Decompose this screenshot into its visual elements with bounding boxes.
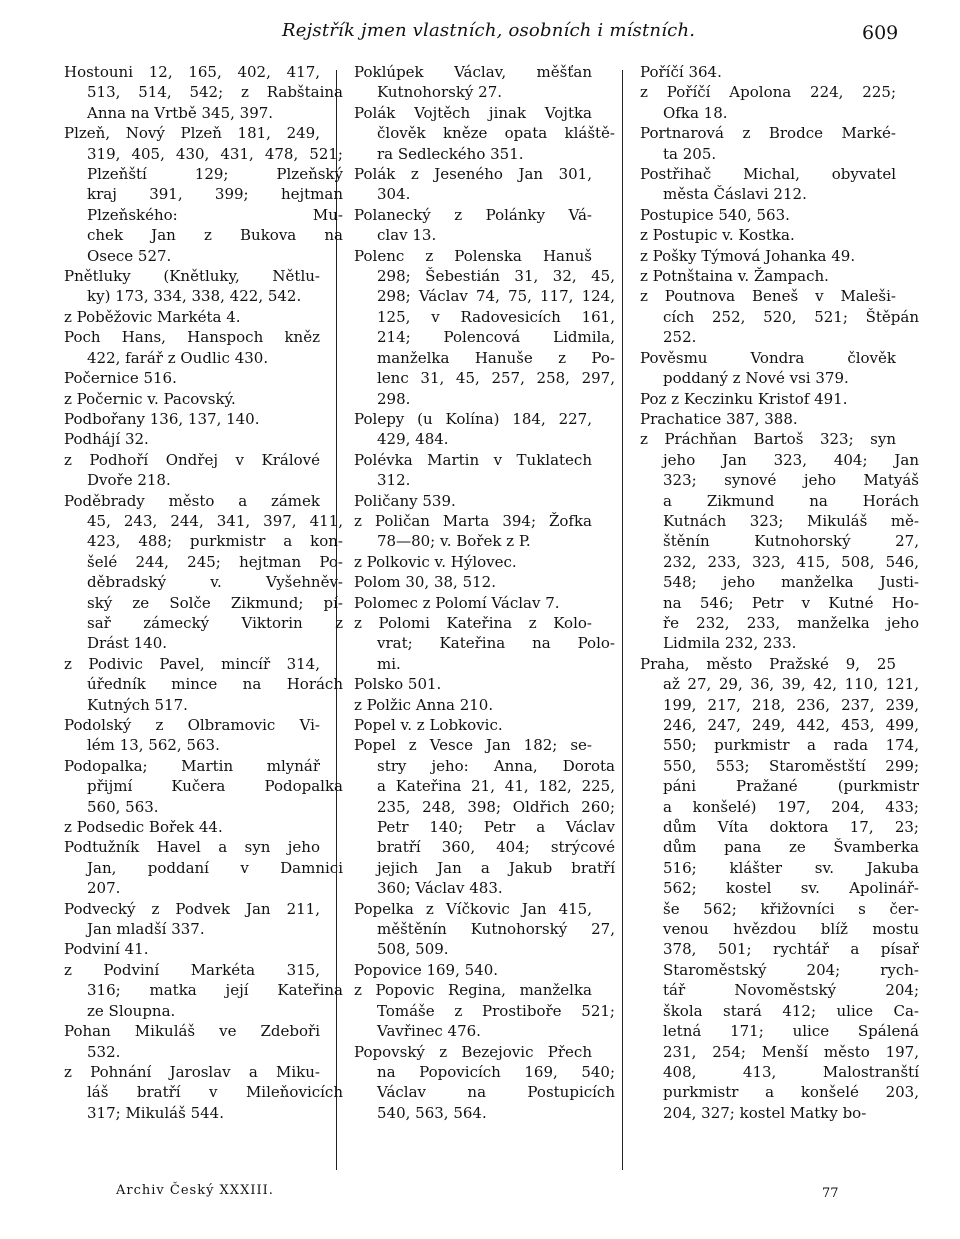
entry-line: še 562; křižovníci s čer- (663, 899, 919, 918)
index-entry (64, 450, 320, 491)
index-entry (640, 266, 896, 286)
index-entry (354, 103, 615, 164)
entry-line: dům Víta doktora 17, 23; (663, 818, 919, 837)
entry-line: Kutných 517. (87, 695, 188, 714)
entry-line: Poříčí 364. (640, 63, 722, 81)
index-entry (64, 266, 320, 307)
index-entry (354, 980, 615, 1041)
entry-line: 45, 243, 244, 341, 397, 411, (87, 511, 343, 530)
index-entry (64, 1021, 320, 1062)
entry-line: Pnětluky (Knětluky, Nětlu- (64, 267, 320, 286)
index-entry (354, 572, 592, 592)
index-entry (64, 123, 343, 266)
entry-line: z Počernic v. Pacovský. (64, 389, 236, 408)
index-entry (64, 899, 320, 940)
entry-line: Poch Hans, Hanspoch kněz (64, 328, 320, 347)
entry-line: ze Sloupna. (87, 1001, 176, 1020)
entry-line: škola stará 412; ulice Ca- (663, 1001, 919, 1020)
entry-line: kraj 391, 399; hejtman (87, 185, 343, 204)
entry-line: a konšelé) 197, 204, 433; (663, 797, 919, 816)
entry-line: Podhájí 32. (64, 430, 149, 449)
entry-line: 312. (377, 471, 411, 490)
entry-line: 423, 488; purkmistr a kon- (87, 532, 343, 551)
entry-line: 317; Mikuláš 544. (87, 1103, 224, 1122)
entry-line: 429, 484. (377, 430, 449, 449)
entry-line: Podviní 41. (64, 940, 149, 959)
entry-line: města Čáslavi 212. (663, 185, 807, 204)
entry-line: sař zámecký Viktorin z (87, 613, 343, 632)
index-entry (354, 205, 592, 246)
entry-line: mi. (377, 654, 401, 673)
entry-line: Popel v. z Lobkovic. (354, 716, 503, 734)
entry-line: Plzeňského: Mu- (87, 205, 343, 224)
index-entry (64, 307, 320, 327)
entry-line: Podtužník Havel a syn jeho (64, 838, 320, 857)
index-entry (354, 491, 592, 511)
entry-line: ře 232, 233, manželka jeho (663, 613, 919, 632)
entry-line: páni Pražané (purkmistr (663, 777, 919, 796)
index-entry (64, 654, 343, 715)
entry-line: Pověsmu Vondra člověk (640, 348, 896, 367)
entry-line: 252. (663, 328, 697, 347)
index-entry (640, 654, 919, 1123)
entry-line: 422, farář z Oudlic 430. (87, 348, 269, 367)
entry-line: Pohan Mikuláš ve Zdeboři (64, 1022, 320, 1041)
entry-line: 513, 514, 542; z Rabštaina (87, 83, 343, 102)
entry-line: šelé 244, 245; hejtman Po- (87, 552, 343, 571)
entry-line: z Postupic v. Kostka. (640, 226, 795, 245)
entry-line: přijmí Kučera Podopalka (87, 777, 343, 796)
entry-line: 298; Šebestián 31, 32, 45, (377, 267, 615, 286)
entry-line: Portnarová z Brodce Marké- (640, 124, 896, 143)
entry-line: venou hvězdou blíž mostu (663, 920, 919, 939)
entry-line: 235, 248, 398; Oldřich 260; (377, 797, 615, 816)
entry-line: dům pana ze Švamberka (663, 838, 919, 857)
entry-line: 232, 233, 323, 415, 508, 546, (663, 552, 919, 571)
index-entry (64, 960, 343, 1021)
index-entry (640, 389, 896, 409)
index-entry (354, 62, 592, 103)
entry-line: 199, 217, 218, 236, 237, 239, (663, 695, 919, 714)
entry-line: 560, 563. (87, 797, 159, 816)
index-entry (640, 225, 896, 245)
entry-line: Počernice 516. (64, 369, 177, 388)
entry-line: Hostouni 12, 165, 402, 417, (64, 63, 320, 81)
running-title: Rejstřík jmen vlastních, osobních i místních. (282, 20, 696, 41)
index-entry (64, 429, 320, 449)
entry-line: jeho Jan 323, 404; Jan (663, 450, 919, 469)
index-entry (64, 389, 320, 409)
entry-line: lém 13, 562, 563. (87, 736, 220, 755)
index-entry (354, 409, 592, 450)
entry-line: 508, 509. (377, 940, 449, 959)
entry-line: 378, 501; rychtář a písař (663, 940, 919, 959)
entry-line: Jan mladší 337. (87, 920, 205, 939)
entry-line: z Poříčí Apolona 224, 225; (640, 83, 896, 102)
entry-line: lenc 31, 45, 257, 258, 297, (377, 369, 615, 388)
entry-line: a Zikmund na Horách (663, 491, 919, 510)
entry-line: Postřihač Michal, obyvatel (640, 165, 896, 184)
entry-line: z Potnštaina v. Žampach. (640, 267, 829, 286)
entry-line: z Poličan Marta 394; Žofka (354, 511, 592, 530)
entry-line: z Popovic Regina, manželka (354, 981, 592, 1000)
index-entry (64, 837, 343, 898)
entry-line: 516; klášter sv. Jakuba (663, 858, 919, 877)
entry-line: Anna na Vrtbě 345, 397. (87, 103, 274, 122)
entry-line: Popel z Vesce Jan 182; se- (354, 736, 592, 755)
entry-line: z Podivic Pavel, mincíř 314, (64, 654, 320, 673)
index-entry (640, 286, 919, 347)
entry-line: Polomec z Polomí Václav 7. (354, 593, 560, 612)
index-entry (640, 246, 896, 266)
entry-line: Polanecký z Polánky Vá- (354, 205, 592, 224)
entry-line: 298; Václav 74, 75, 117, 124, (377, 287, 615, 306)
index-entry (64, 62, 343, 123)
entry-line: Poklúpek Václav, měšťan (354, 63, 592, 81)
entry-line: 540, 563, 564. (377, 1103, 487, 1122)
entry-line: Polák Vojtěch jinak Vojtka (354, 103, 592, 122)
index-entry (64, 939, 320, 959)
entry-line: 408, 413, Malostranští (663, 1062, 919, 1081)
column-divider (622, 70, 623, 1170)
index-entry (354, 715, 592, 735)
entry-line: Tomáše z Prostiboře 521; (377, 1001, 615, 1020)
entry-line: Dvoře 218. (87, 471, 171, 490)
entry-line: bratří 360, 404; strýcové (377, 838, 615, 857)
entry-line: 532. (87, 1042, 121, 1061)
index-entry (354, 960, 592, 980)
entry-line: Polsko 501. (354, 675, 442, 694)
entry-line: Petr 140; Petr a Václav (377, 818, 615, 837)
entry-line: 125, v Radovesicích 161, (377, 307, 615, 326)
entry-line: 207. (87, 879, 121, 898)
entry-line: Vavřinec 476. (377, 1022, 481, 1041)
entry-line: z Práchňan Bartoš 323; syn (640, 430, 896, 449)
entry-line: ta 205. (663, 144, 717, 163)
entry-line: z Pošky Týmová Johanka 49. (640, 246, 856, 265)
entry-line: 550; purkmistr a rada 174, (663, 736, 919, 755)
index-entry (640, 348, 896, 389)
entry-line: Prachatice 387, 388. (640, 409, 798, 428)
entry-line: Ofka 18. (663, 103, 728, 122)
entry-line: Podbořany 136, 137, 140. (64, 409, 260, 428)
entry-line: Polom 30, 38, 512. (354, 573, 496, 592)
index-entry (354, 695, 592, 715)
entry-line: Polepy (u Kolína) 184, 227, (354, 409, 592, 428)
entry-line: Popovice 169, 540. (354, 960, 499, 979)
entry-line: z Podhoří Ondřej v Králové (64, 450, 320, 469)
entry-line: Postupice 540, 563. (640, 205, 790, 224)
entry-line: Popelka z Víčkovic Jan 415, (354, 899, 592, 918)
entry-line: z Podsedic Bořek 44. (64, 818, 223, 837)
index-entry (354, 1042, 615, 1124)
entry-line: manželka Hanuše z Po- (377, 348, 615, 367)
entry-line: 204, 327; kostel Matky bo- (663, 1103, 867, 1122)
index-column-1 (64, 62, 343, 1123)
index-entry (64, 368, 320, 388)
entry-line: až 27, 29, 36, 39, 42, 110, 121, (663, 675, 919, 694)
entry-line: 323; synové jeho Matyáš (663, 471, 919, 490)
entry-line: úředník mince na Horách (87, 675, 343, 694)
index-column-2 (354, 62, 615, 1123)
index-entry (354, 593, 592, 613)
entry-line: purkmistr a konšelé 203, (663, 1083, 919, 1102)
entry-line: cích 252, 520, 521; Štěpán (663, 307, 919, 326)
entry-line: 304. (377, 185, 411, 204)
entry-line: Podopalka; Martin mlynář (64, 756, 320, 775)
entry-line: ra Sedleckého 351. (377, 144, 524, 163)
entry-line: děbradský v. Vyšehněv- (87, 573, 343, 592)
entry-line: a Kateřina 21, 41, 182, 225, (377, 777, 615, 796)
footer-sheet-number: 77 (822, 1186, 839, 1201)
entry-line: štěnín Kutnohorský 27, (663, 532, 919, 551)
index-entry (354, 511, 592, 552)
index-entry (64, 409, 320, 429)
entry-line: Staroměstský 204; rych- (663, 960, 919, 979)
entry-line: 562; kostel sv. Apolinář- (663, 879, 919, 898)
index-entry (640, 164, 896, 205)
entry-line: Podolský z Olbramovic Vi- (64, 716, 320, 734)
page-header (0, 18, 960, 52)
index-entry (354, 450, 592, 491)
entry-line: Polévka Martin v Tuklatech (354, 450, 592, 469)
index-entry (640, 205, 896, 225)
entry-line: 316; matka její Kateřina (87, 981, 343, 1000)
entry-line: Poličany 539. (354, 491, 456, 510)
entry-line: jejich Jan a Jakub bratří (377, 858, 615, 877)
entry-line: Drást 140. (87, 634, 168, 653)
index-entry (640, 429, 919, 653)
entry-line: 78—80; v. Bořek z P. (377, 532, 531, 551)
entry-line: měštěnín Kutnohorský 27, (377, 920, 615, 939)
page-number: 609 (862, 22, 899, 44)
index-entry (354, 674, 592, 694)
index-entry (640, 123, 896, 164)
entry-line: 231, 254; Menší město 197, (663, 1042, 919, 1061)
index-column-3 (640, 62, 919, 1123)
entry-line: láš bratří v Mileňovicích (87, 1083, 343, 1102)
index-entry (64, 756, 343, 817)
entry-line: ky) 173, 334, 338, 422, 542. (87, 287, 302, 306)
entry-line: z Polomi Kateřina z Kolo- (354, 613, 592, 632)
footer-signature: Archiv Český XXXIII. (116, 1183, 274, 1198)
entry-line: z Poutnova Beneš v Maleši- (640, 287, 896, 306)
entry-line: 360; Václav 483. (377, 879, 503, 898)
index-entry (640, 82, 896, 123)
entry-line: Popovský z Bezejovic Přech (354, 1042, 592, 1061)
entry-line: Polák z Jeseného Jan 301, (354, 165, 592, 184)
index-entry (64, 327, 320, 368)
entry-line: letná 171; ulice Spálená (663, 1022, 919, 1041)
entry-line: Poděbrady město a zámek (64, 491, 320, 510)
entry-line: z Polkovic v. Hýlovec. (354, 552, 517, 571)
entry-line: Praha, město Pražské 9, 25 (640, 654, 896, 673)
entry-line: 319, 405, 430, 431, 478, 521; (87, 144, 343, 163)
entry-line: člověk kněze opata kláště- (377, 124, 615, 143)
entry-line: poddaný z Nové vsi 379. (663, 369, 849, 388)
entry-line: Plzeň, Nový Plzeň 181, 249, (64, 124, 320, 143)
entry-line: 548; jeho manželka Justi- (663, 573, 919, 592)
index-entry (354, 246, 615, 409)
entry-line: 298. (377, 389, 411, 408)
index-entry (640, 62, 896, 82)
entry-line: Kutnách 323; Mikuláš mě- (663, 511, 919, 530)
index-entry (64, 715, 320, 756)
index-entry (64, 1062, 343, 1123)
entry-line: na 546; Petr v Kutné Ho- (663, 593, 919, 612)
entry-line: Podvecký z Podvek Jan 211, (64, 899, 320, 918)
entry-line: Kutnohorský 27. (377, 83, 503, 102)
index-entry (354, 899, 615, 960)
entry-line: ský ze Solče Zikmund; pí- (87, 593, 343, 612)
entry-line: Jan, poddaní v Damnici (87, 858, 343, 877)
index-entry (354, 164, 592, 205)
entry-line: chek Jan z Bukova na (87, 226, 343, 245)
index-entry (354, 613, 615, 674)
entry-line: 550, 553; Staroměstští 299; (663, 756, 919, 775)
entry-line: Poz z Keczinku Kristof 491. (640, 389, 848, 408)
entry-line: 214; Polencová Lidmila, (377, 328, 615, 347)
entry-line: Lidmila 232, 233. (663, 634, 797, 653)
entry-line: z Podviní Markéta 315, (64, 960, 320, 979)
entry-line: stry jeho: Anna, Dorota (377, 756, 615, 775)
entry-line: vrat; Kateřina na Polo- (377, 634, 615, 653)
entry-line: 246, 247, 249, 442, 453, 499, (663, 716, 919, 734)
index-entry (64, 491, 343, 654)
entry-line: clav 13. (377, 226, 437, 245)
entry-line: Plzeňští 129; Plzeňský (87, 165, 343, 184)
index-entry (354, 735, 615, 898)
entry-line: z Polžic Anna 210. (354, 695, 494, 714)
entry-line: na Popovicích 169, 540; (377, 1062, 615, 1081)
entry-line: z Poběžovic Markéta 4. (64, 307, 241, 326)
index-entry (64, 817, 320, 837)
index-entry (354, 552, 592, 572)
entry-line: Polenc z Polenska Hanuš (354, 246, 592, 265)
entry-line: z Pohnání Jaroslav a Miku- (64, 1062, 320, 1081)
entry-line: Václav na Postupicích (377, 1083, 615, 1102)
entry-line: Osece 527. (87, 246, 172, 265)
index-entry (640, 409, 896, 429)
entry-line: tář Novoměstský 204; (663, 981, 919, 1000)
